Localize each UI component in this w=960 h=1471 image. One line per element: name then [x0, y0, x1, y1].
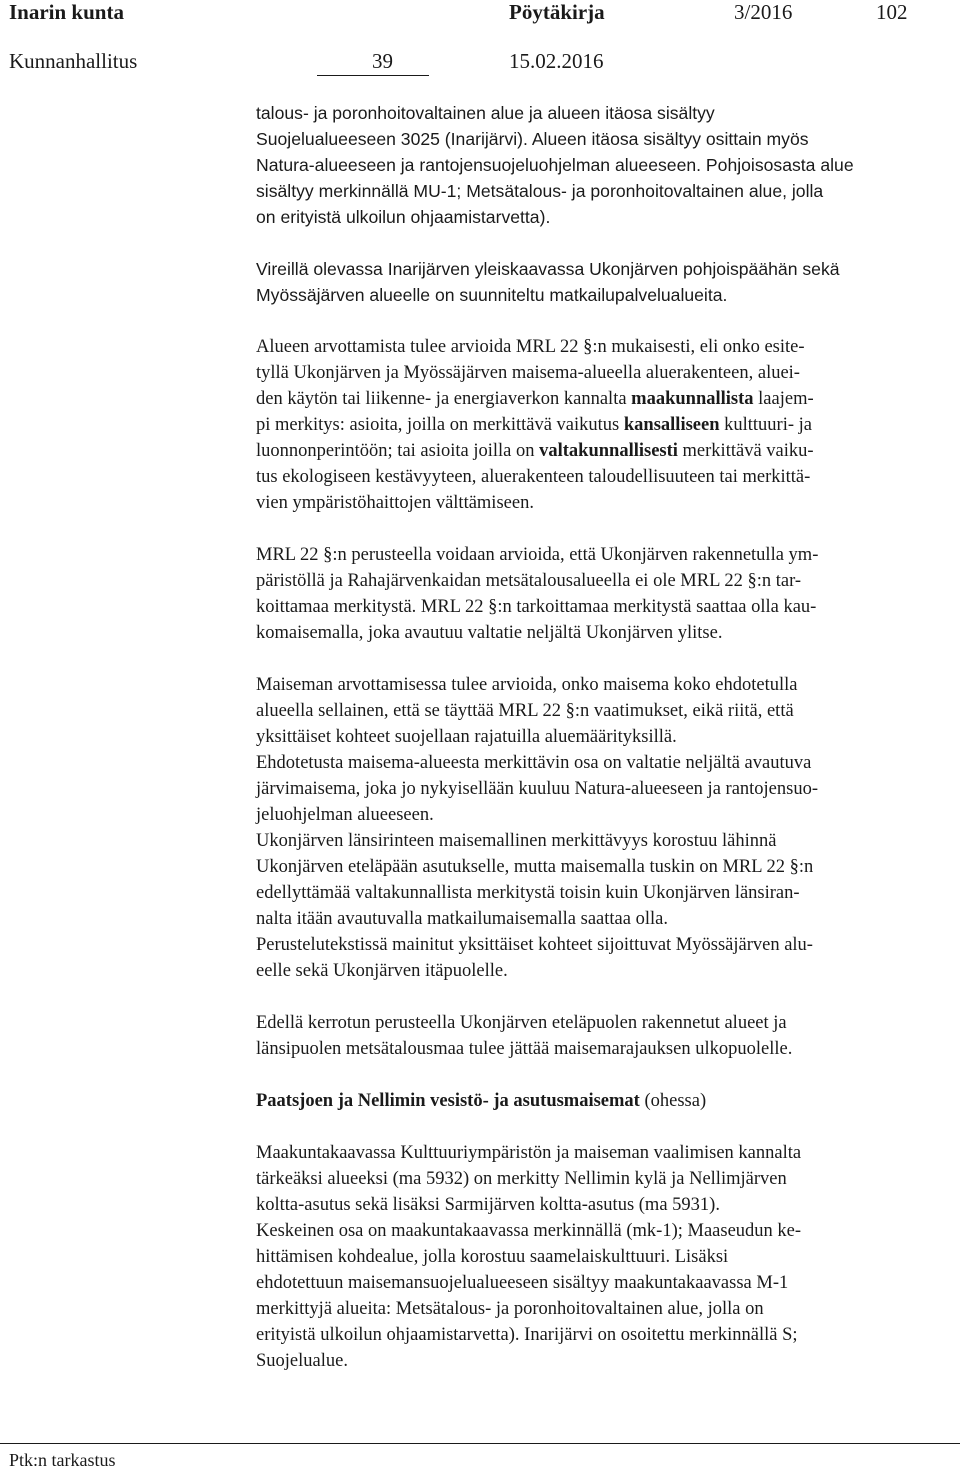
text-run: Alueen arvottamista tulee arvioida MRL 22 §:n mukaisesti, eli onko esite- tyllä Ukonjärven ja Myössäjärven maisema-alueella aluerakenteen, aluei- den käytön tai liikenne- ja energiaverkon kannalta — [256, 337, 805, 409]
section-underline — [317, 75, 429, 76]
text-run: kulttuuri- ja luonnonperintöön; tai asioita joilla on — [256, 415, 812, 461]
paragraph: Ukonjärven länsirinteen maisemallinen merkittävyys korostuu lähinnä Ukonjärven eteläpään asutukselle, mutta maisemalla tuskin on MRL 22 §:n edellyttämää valtakunnallista merkitystä toisin kuin Ukonjärven länsiran- nalta itään avautuvalla matkailumaisemalla saattaa olla. — [256, 831, 814, 929]
emphasis-national: kansalliseen — [623, 415, 720, 435]
minutes-body — [256, 100, 956, 1374]
meeting-date: 15.02.2016 — [509, 49, 604, 73]
organization-name: Inarin kunta — [9, 0, 124, 24]
page-number: 102 — [876, 0, 908, 24]
document-number: 3/2016 — [734, 0, 793, 24]
text-run: merkittävä vaiku- tus ekologiseen kestävyyteen, aluerakenteen taloudellisuuteen tai merkittä- vien ympäristöhaittojen välttämiseen. — [256, 441, 814, 513]
emphasis-regional: maakunnallista — [631, 389, 754, 409]
document-type: Pöytäkirja — [509, 0, 605, 24]
governing-body-name: Kunnanhallitus — [9, 49, 138, 73]
section-heading — [256, 1088, 956, 1114]
paragraph: Perustelutekstissä mainitut yksittäiset kohteet sijoittuvat Myössäjärven alu- eelle sekä Ukonjärven itäpuolelle. — [256, 935, 813, 981]
emphasis-nationwide: valtakunnallisesti — [539, 441, 678, 461]
paragraph-evaluation-criteria — [256, 334, 956, 516]
paragraph: Maiseman arvottamisessa tulee arvioida, onko maisema koko ehdotetulla alueella sellainen, että se täyttää MRL 22 §:n vaatimukset, eikä riitä, että yksittäiset kohteet suojellaan rajatuilla aluemäärityksillä. — [256, 675, 798, 747]
section-heading-note: (ohessa) — [639, 1091, 707, 1111]
footer-divider — [0, 1443, 960, 1444]
paragraph: Vireillä olevassa Inarijärven yleiskaavassa Ukonjärven pohjoispäähän sekä Myössäjärven alueelle on suunniteltu matkailupalvelualueita. — [256, 259, 840, 305]
paragraph: Ehdotetusta maisema-alueesta merkittävin osa on valtatie neljältä avautuva järvimaisema, joka jo nykyisellään kuuluu Natura-alueeseen ja rantojensuo- jeluohjelman alueeseen. — [256, 753, 819, 825]
section-heading-title: Paatsjoen ja Nellimin vesistö- ja asutusmaisemat — [256, 1091, 640, 1111]
text-run: laajem- pi merkitys: asioita, joilla on merkittävä vaikutus — [256, 389, 814, 435]
paragraph: talous- ja poronhoitovaltainen alue ja alueen itäosa sisältyy Suojelualueeseen 3025 (Inarijärvi). Alueen itäosa sisältyy osittain myös Natura-alueeseen ja rantojensuojeluohjelman alueeseen. Pohjoisosasta alue sisältyy merkinnällä MU-1; Metsätalous- ja poronhoitovaltainen alue, jolla on erityistä ulkoilun ohjaamistarvetta). — [256, 103, 854, 227]
paragraph: Edellä kerrotun perusteella Ukonjärven eteläpuolen rakennetut alueet ja länsipuolen metsätalousmaa tulee jättää maisemarajauksen ulkopuolelle. — [256, 1013, 793, 1059]
paragraph: Keskeinen osa on maakuntakaavassa merkinnällä (mk-1); Maaseudun ke- hittämisen kohdealue, jolla korostuu saamelaiskulttuuri. Lisäksi ehdotettuun maisemansuojelualueeseen sisältyy maakuntakaavassa M-1 merkittyjä alueita: Metsätalous- ja poronhoitovaltainen alue, jolla on erityistä ulkoilun ohjaamistarvetta). Inarijärvi on osoitettu merkinnällä S; Suojelualue. — [256, 1221, 802, 1371]
paragraph: Maakuntakaavassa Kulttuuriympäristön ja maiseman vaalimisen kannalta tärkeäksi alueeksi (ma 5932) on merkitty Nellimin kylä ja Nellimjärven koltta-asutus sekä lisäksi Sarmijärven koltta-asutus (ma 5931). — [256, 1143, 802, 1215]
section-number: 39 — [372, 49, 393, 73]
footer-review-label: Ptk:n tarkastus — [9, 1450, 116, 1470]
paragraph: MRL 22 §:n perusteella voidaan arvioida, että Ukonjärven rakennetulla ym- päristöllä ja Rahajärvenkaidan metsätalousalueella ei ole MRL 22 §:n tar- koittamaa merkitystä. MRL 22 §:n tarkoittamaa merkitystä saattaa olla kau- komaisemalla, joka avautuu valtatie neljältä Ukonjärven ylitse. — [256, 545, 819, 643]
